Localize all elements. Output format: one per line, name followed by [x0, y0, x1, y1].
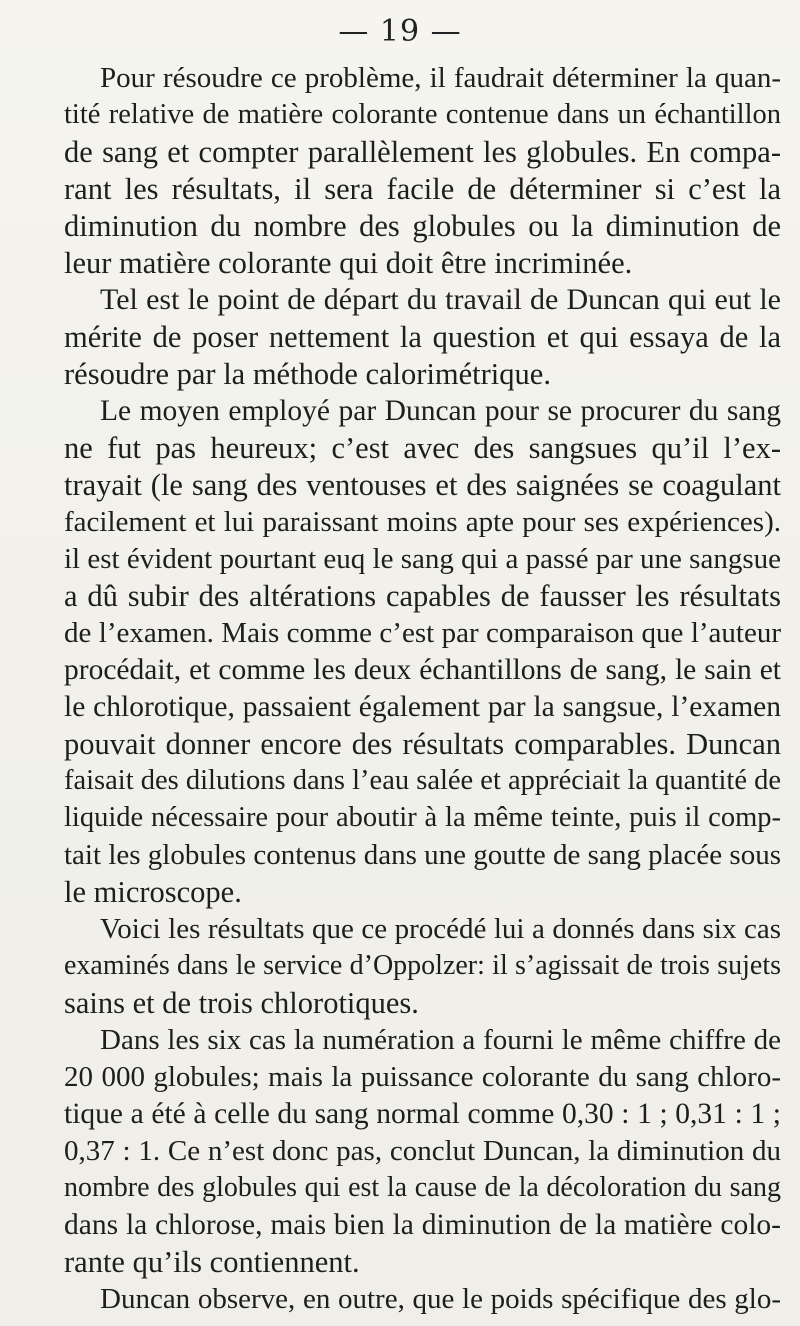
text-line: 0,37 : 1. Ce n’est donc pas, conclut Duncan, la diminution du	[64, 1135, 781, 1167]
text-line: Duncan observe, en outre, que le poids spécifique des glo-	[100, 1283, 781, 1315]
text-line: facilement et lui paraissant moins apte pour ses expériences).	[64, 506, 781, 538]
text-line: dans la chlorose, mais bien la diminution de la matière colo-	[64, 1209, 781, 1241]
text-line: examinés dans le service d’Oppolzer: il s’agissait de trois sujets	[64, 950, 781, 981]
text-line: Tel est le point de départ du travail de Duncan qui eut le	[100, 283, 781, 316]
text-line: leur matière colorante qui doit être incriminée.	[64, 246, 633, 280]
text-line: de sang et compter parallèlement les globules. En compa-	[64, 135, 781, 169]
text-line: le chlorotique, passaient également par la sangsue, l’examen	[64, 691, 781, 723]
text-line: sains et de trois chlorotiques.	[64, 986, 419, 1020]
text-line: le microscope.	[64, 875, 242, 909]
text-line: de l’examen. Mais comme c’est par comparaison que l’auteur	[64, 617, 781, 649]
text-line: tait les globules contenus dans une goutte de sang placée sous	[64, 839, 781, 871]
text-line: pouvait donner encore des résultats comparables. Duncan	[64, 727, 781, 761]
text-line: tique a été à celle du sang normal comme 0,30 : 1 ; 0,31 : 1 ;	[64, 1098, 781, 1130]
text-line: Voici les résultats que ce procédé lui a donnés dans six cas	[100, 913, 781, 945]
text-line: a dû subir des altérations capables de fausser les résultats	[64, 579, 781, 613]
text-line: Dans les six cas la numération a fourni le même chiffre de	[100, 1024, 781, 1056]
text-line: mérite de poser nettement la question et qui essaya de la	[64, 320, 781, 354]
text-line: Le moyen employé par Duncan pour se procurer du sang	[100, 395, 781, 427]
text-line: il est évident pourtant euq le sang qui a passé par une sangsue	[64, 543, 781, 575]
text-line: rant les résultats, il sera facile de déterminer si c’est la	[64, 172, 781, 206]
text-line: trayait (le sang des ventouses et des saignées se coagulant	[64, 468, 781, 502]
text-line: procédait, et comme les deux échantillons de sang, le sain et	[64, 654, 781, 686]
text-line: faisait des dilutions dans l’eau salée et appréciait la quantité de	[64, 765, 781, 796]
text-line: tité relative de matière colorante contenue dans un échantillon	[64, 99, 781, 130]
text-line: rante qu’ils contiennent.	[64, 1245, 360, 1279]
text-line: liquide nécessaire pour aboutir à la même teinte, puis il comp-	[64, 802, 781, 833]
text-line: nombre des globules qui est la cause de la décoloration du sang	[64, 1172, 781, 1203]
page-number: — 19 —	[338, 14, 462, 49]
text-line: diminution du nombre des globules ou la diminution de	[64, 209, 781, 243]
text-line: résoudre par la méthode calorimétrique.	[64, 357, 551, 391]
text-line: ne fut pas heureux; c’est avec des sangsues qu’il l’ex-	[64, 431, 781, 465]
text-line: Pour résoudre ce problème, il faudrait déterminer la quan-	[100, 62, 781, 94]
text-line: 20 000 globules; mais la puissance colorante du sang chloro-	[64, 1061, 781, 1093]
